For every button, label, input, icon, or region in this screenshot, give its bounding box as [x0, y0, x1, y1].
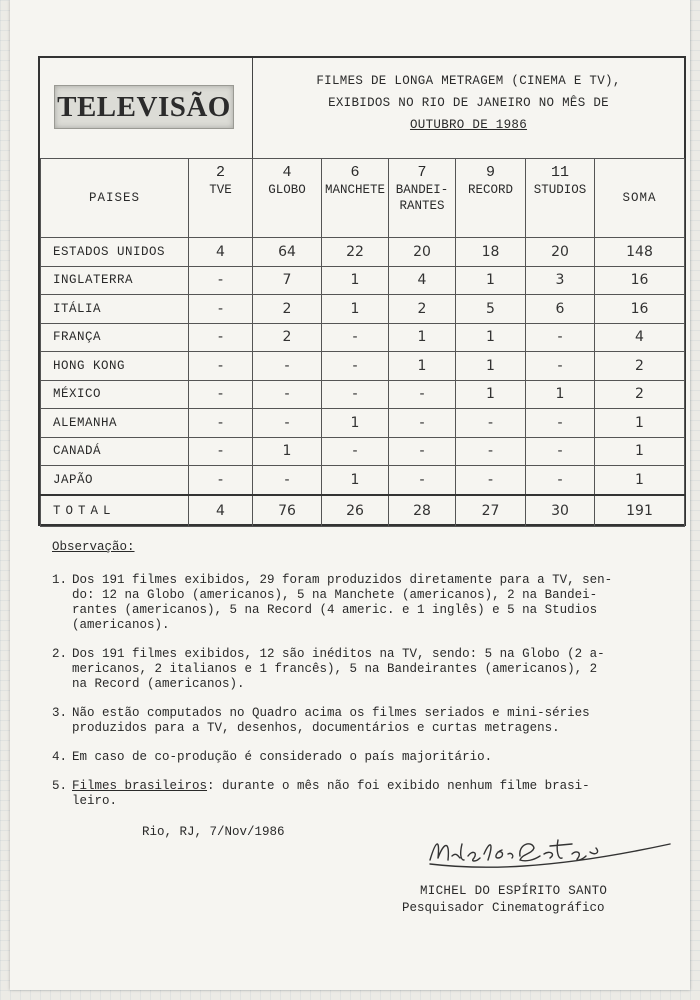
value-cell: - [189, 295, 253, 324]
total-label: TOTAL [41, 495, 189, 527]
main-table-frame [38, 56, 686, 526]
sum-cell: 1 [595, 437, 685, 466]
value-cell: 28 [389, 495, 456, 527]
sum-cell: 2 [595, 380, 685, 409]
table-row [41, 266, 685, 295]
note-item: 4. Em caso de co-produção é considerado o país majoritário. [52, 750, 493, 764]
country-cell: FRANÇA [41, 323, 189, 352]
value-cell: 1 [456, 380, 526, 409]
value-cell: - [189, 437, 253, 466]
value-cell: 2 [253, 323, 322, 352]
value-cell: 4 [189, 495, 253, 527]
value-cell: 76 [253, 495, 322, 527]
televisao-logo: TELEVISÃO [54, 85, 234, 129]
country-cell: ALEMANHA [41, 409, 189, 438]
value-cell: - [253, 352, 322, 381]
value-cell: - [456, 409, 526, 438]
value-cell: 2 [389, 295, 456, 324]
header-channel: 7 BANDEI- RANTES [389, 159, 456, 238]
value-cell: 22 [322, 238, 389, 267]
sum-cell: 1 [595, 466, 685, 495]
note-item: 5. Filmes brasileiros: durante o mês não foi exibido nenhum filme brasi- leiro. [52, 779, 590, 808]
sum-cell: 4 [595, 323, 685, 352]
value-cell: - [189, 323, 253, 352]
value-cell: - [253, 409, 322, 438]
value-cell: 1 [456, 323, 526, 352]
table-row [41, 352, 685, 381]
header-channel: 11 STUDIOS [526, 159, 595, 238]
value-cell: 64 [253, 238, 322, 267]
films-table [40, 158, 685, 527]
value-cell: 1 [322, 466, 389, 495]
value-cell: 1 [322, 266, 389, 295]
header-channel: 4 GLOBO [253, 159, 322, 238]
country-cell: MÉXICO [41, 380, 189, 409]
table-row [41, 295, 685, 324]
handwritten-signature [400, 830, 680, 878]
value-cell: 27 [456, 495, 526, 527]
header-sum: SOMA [595, 159, 685, 238]
value-cell: 7 [253, 266, 322, 295]
value-cell: 6 [526, 295, 595, 324]
value-cell: - [526, 466, 595, 495]
value-cell: - [189, 352, 253, 381]
table-row [41, 409, 685, 438]
value-cell: 18 [456, 238, 526, 267]
value-cell: - [322, 380, 389, 409]
country-cell: JAPÃO [41, 466, 189, 495]
header-channel: 2 TVE [189, 159, 253, 238]
value-cell: - [526, 323, 595, 352]
title-line-2: EXIBIDOS NO RIO DE JANEIRO NO MÊS DE [328, 96, 609, 110]
value-cell: - [389, 409, 456, 438]
sum-cell: 191 [595, 495, 685, 527]
value-cell: - [322, 352, 389, 381]
sum-cell: 16 [595, 295, 685, 324]
value-cell: 1 [322, 409, 389, 438]
value-cell: - [456, 437, 526, 466]
value-cell: - [322, 323, 389, 352]
value-cell: - [389, 466, 456, 495]
note-5-lead: Filmes brasileiros [72, 779, 208, 793]
value-cell: 26 [322, 495, 389, 527]
value-cell: - [189, 380, 253, 409]
header-channel: 9 RECORD [456, 159, 526, 238]
note-item: 3. Não estão computados no Quadro acima os filmes seriados e mini-séries produzidos para a TV, desenhos, documentários e curtas metragens. [52, 706, 590, 735]
table-row [41, 466, 685, 495]
header-row [40, 58, 684, 159]
sum-cell: 16 [595, 266, 685, 295]
value-cell: 1 [526, 380, 595, 409]
value-cell: - [253, 466, 322, 495]
document-title [253, 58, 684, 158]
signatory-role: Pesquisador Cinematográfico [402, 901, 605, 915]
value-cell: - [253, 380, 322, 409]
value-cell: 30 [526, 495, 595, 527]
sum-cell: 1 [595, 409, 685, 438]
value-cell: - [389, 380, 456, 409]
note-item: 1. Dos 191 filmes exibidos, 29 foram produzidos diretamente para a TV, sen- do: 12 na Globo (americanos), 5 na Manchete (americanos), 2 na Bandei- rantes (americanos), 5 na Record (4 americ. e 1 inglês) e 5 na Studios (americanos). [52, 573, 613, 632]
table-header-row [41, 159, 685, 238]
value-cell: 1 [456, 352, 526, 381]
value-cell: - [189, 266, 253, 295]
value-cell: - [389, 437, 456, 466]
country-cell: ITÁLIA [41, 295, 189, 324]
country-cell: CANADÁ [41, 437, 189, 466]
table-row [41, 323, 685, 352]
value-cell: - [456, 466, 526, 495]
logo-cell [40, 58, 253, 158]
value-cell: - [526, 352, 595, 381]
header-channel: 6 MANCHETE [322, 159, 389, 238]
title-line-1: FILMES DE LONGA METRAGEM (CINEMA E TV), [316, 74, 621, 88]
table-row [41, 238, 685, 267]
header-countries: PAISES [41, 159, 189, 238]
value-cell: - [189, 466, 253, 495]
total-row [41, 495, 685, 527]
note-item: 2. Dos 191 filmes exibidos, 12 são inéditos na TV, sendo: 5 na Globo (2 a- mericanos, 2 italianos e 1 francês), 5 na Bandeirantes (americanos), 2 na Record (americanos). [52, 647, 605, 691]
value-cell: 1 [389, 352, 456, 381]
value-cell: 4 [389, 266, 456, 295]
country-cell: INGLATERRA [41, 266, 189, 295]
value-cell: 1 [389, 323, 456, 352]
sum-cell: 148 [595, 238, 685, 267]
value-cell: 20 [526, 238, 595, 267]
observations-heading: Observação: [52, 540, 135, 554]
value-cell: 3 [526, 266, 595, 295]
value-cell: - [322, 437, 389, 466]
value-cell: 5 [456, 295, 526, 324]
value-cell: 1 [253, 437, 322, 466]
value-cell: 1 [456, 266, 526, 295]
country-cell: ESTADOS UNIDOS [41, 238, 189, 267]
sum-cell: 2 [595, 352, 685, 381]
value-cell: 2 [253, 295, 322, 324]
country-cell: HONG KONG [41, 352, 189, 381]
title-line-3: OUTUBRO DE 1986 [409, 118, 528, 132]
value-cell: 20 [389, 238, 456, 267]
table-row [41, 380, 685, 409]
observations [52, 540, 672, 823]
value-cell: - [189, 409, 253, 438]
value-cell: 1 [322, 295, 389, 324]
table-row [41, 437, 685, 466]
value-cell: - [526, 409, 595, 438]
signatory-name: MICHEL DO ESPÍRITO SANTO [420, 884, 608, 898]
place-date: Rio, RJ, 7/Nov/1986 [142, 825, 285, 839]
value-cell: 4 [189, 238, 253, 267]
value-cell: - [526, 437, 595, 466]
